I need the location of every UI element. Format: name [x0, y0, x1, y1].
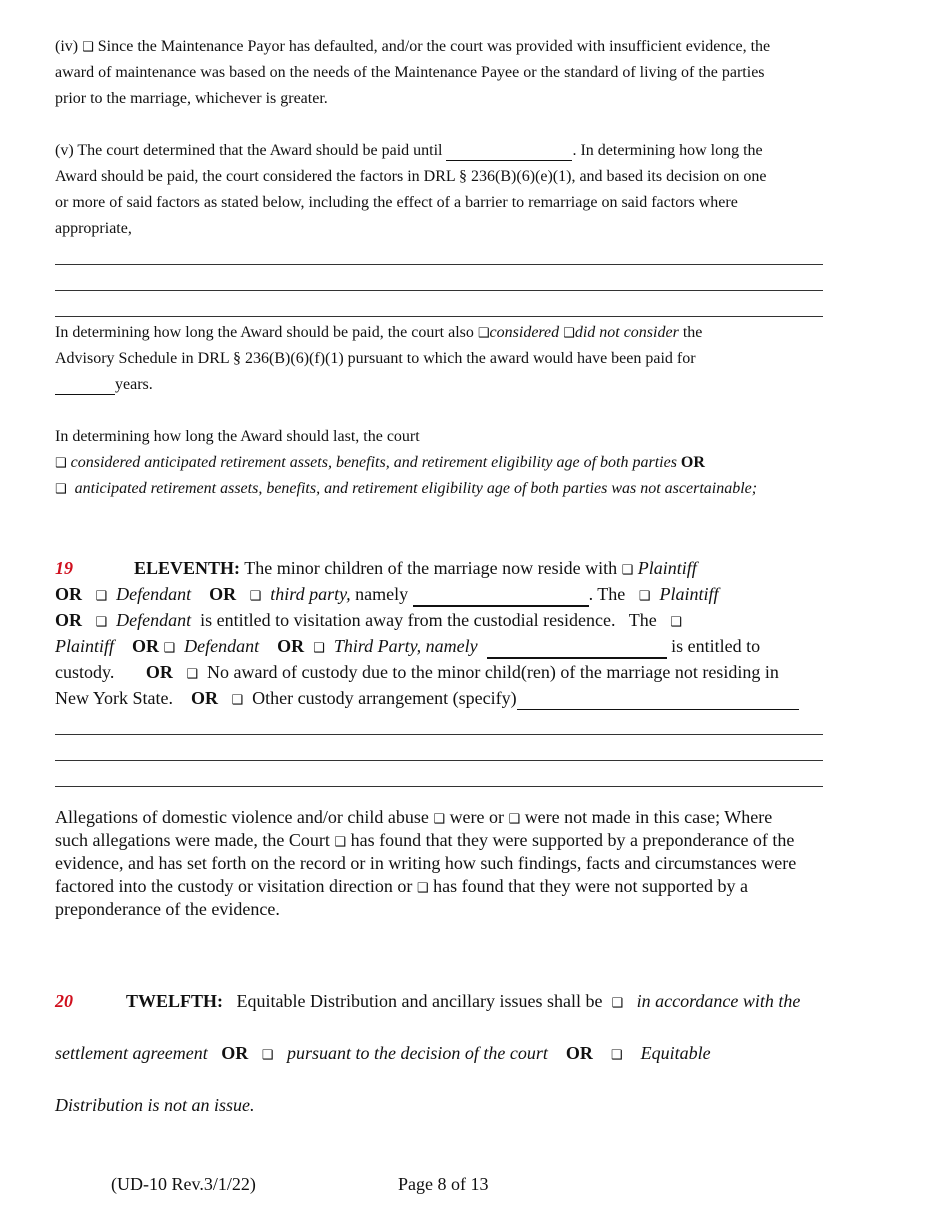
eleventh-line6: New York State. OR ❑ Other custody arrangement (specify)	[55, 688, 799, 710]
checkbox-supported[interactable]: ❑	[334, 835, 347, 850]
section-v-line4: appropriate,	[55, 220, 132, 237]
years-field[interactable]	[55, 376, 115, 395]
retirement-option-2: ❑ anticipated retirement assets, benefits, and retirement eligibility age of both parties was not ascertainable;	[55, 480, 758, 497]
factors-line-3[interactable]	[55, 316, 823, 317]
eleventh-line4: Plaintiff OR ❑ Defendant OR ❑ Third Party, namely is entitled to	[55, 636, 760, 659]
third-party-name-field[interactable]	[413, 584, 589, 607]
checkbox-custody-third-party[interactable]: ❑	[313, 641, 325, 656]
eleventh-line3: OR ❑ Defendant is entitled to visitation away from the custodial residence. The ❑	[55, 610, 682, 630]
section-v-line3: or more of said factors as stated below, including the effect of a barrier to remarriage on said factors where	[55, 194, 738, 211]
checkbox[interactable]: ❑	[82, 40, 94, 55]
eleventh-line2: OR ❑ Defendant OR ❑ third party, namely . The ❑ Plaintiff	[55, 584, 718, 607]
checkbox-visitation-defendant[interactable]: ❑	[95, 615, 108, 630]
custody-specify-line-1[interactable]	[55, 734, 823, 735]
checkbox-allegations-made[interactable]: ❑	[433, 812, 446, 827]
checkbox-other-custody[interactable]: ❑	[231, 693, 244, 708]
eleventh-line5: custody. OR ❑ No award of custody due to the minor child(ren) of the marriage not residing in	[55, 662, 779, 682]
checkbox-not-an-issue[interactable]: ❑	[610, 1048, 623, 1063]
advisory-line2: Advisory Schedule in DRL § 236(B)(6)(f)(1) pursuant to which the award would have been paid for	[55, 350, 696, 367]
checkbox-did-not-consider[interactable]: ❑	[563, 326, 575, 341]
allegations-line1: Allegations of domestic violence and/or child abuse ❑ were or ❑ were not made in this case; Where	[55, 807, 773, 827]
checkbox-retirement-not-ascertainable[interactable]: ❑	[55, 482, 67, 497]
custody-specify-line-2[interactable]	[55, 760, 823, 761]
section-heading: ELEVENTH:	[134, 558, 241, 578]
checkbox-reside-plaintiff[interactable]: ❑	[621, 563, 634, 578]
paragraph-number: 20	[55, 991, 73, 1011]
section-iv-line2: award of maintenance was based on the needs of the Maintenance Payee or the standard of living of the parties	[55, 64, 765, 81]
section-iv-line1: (iv) ❑ Since the Maintenance Payor has defaulted, and/or the court was provided with insufficient evidence, the	[55, 38, 771, 55]
custody-specify-line-3[interactable]	[55, 786, 823, 787]
until-date-field[interactable]	[446, 142, 572, 161]
advisory-line1: In determining how long the Award should be paid, the court also ❑considered ❑did not consider the	[55, 324, 703, 341]
section-v-line2: Award should be paid, the court considered the factors in DRL § 236(B)(6)(e)(1), and based its decision on one	[55, 168, 767, 185]
retirement-option-1: ❑ considered anticipated retirement assets, benefits, and retirement eligibility age of both parties OR	[55, 454, 705, 471]
checkbox-court-decision[interactable]: ❑	[261, 1048, 274, 1063]
checkbox-settlement-agreement[interactable]: ❑	[611, 996, 624, 1011]
eleventh-line1: 19 ELEVENTH: The minor children of the marriage now reside with ❑ Plaintiff	[55, 558, 697, 578]
paragraph-number: 19	[55, 558, 73, 578]
checkbox-no-award[interactable]: ❑	[186, 667, 198, 682]
section-v-line1: (v) The court determined that the Award should be paid until . In determining how long the	[55, 142, 763, 159]
twelfth-line3: Distribution is not an issue.	[55, 1095, 255, 1115]
allegations-line4: factored into the custody or visitation direction or ❑ has found that they were not supported by a	[55, 876, 748, 896]
checkbox-visitation-plaintiff[interactable]: ❑	[638, 589, 651, 604]
checkbox-allegations-not-made[interactable]: ❑	[508, 812, 521, 827]
allegations-line2: such allegations were made, the Court ❑ has found that they were supported by a preponderance of the	[55, 830, 795, 850]
other-custody-field[interactable]	[517, 688, 799, 710]
checkbox-reside-third-party[interactable]: ❑	[249, 589, 262, 604]
factors-line-2[interactable]	[55, 290, 823, 291]
checkbox-custody-plaintiff[interactable]: ❑	[670, 615, 682, 630]
checkbox-not-supported[interactable]: ❑	[416, 881, 429, 896]
checkbox-reside-defendant[interactable]: ❑	[95, 589, 108, 604]
twelfth-line2: settlement agreement OR ❑ pursuant to the decision of the court OR ❑ Equitable	[55, 1043, 711, 1063]
section-heading: TWELFTH:	[126, 991, 224, 1011]
allegations-line5: preponderance of the evidence.	[55, 899, 280, 919]
custody-third-party-name-field[interactable]	[487, 636, 667, 659]
checkbox-custody-defendant[interactable]: ❑	[163, 641, 176, 656]
section-iv-line3: prior to the marriage, whichever is greater.	[55, 90, 328, 107]
form-id: (UD-10 Rev.3/1/22)	[111, 1174, 256, 1194]
twelfth-line1: 20 TWELFTH: Equitable Distribution and ancillary issues shall be ❑ in accordance with the	[55, 991, 801, 1011]
advisory-line3: years.	[55, 376, 153, 395]
checkbox-considered[interactable]: ❑	[477, 326, 490, 341]
factors-line-1[interactable]	[55, 264, 823, 265]
retirement-intro: In determining how long the Award should last, the court	[55, 428, 420, 445]
allegations-line3: evidence, and has set forth on the record or in writing how such findings, facts and circumstances were	[55, 853, 797, 873]
page-number: Page 8 of 13	[398, 1174, 489, 1194]
checkbox-retirement-considered[interactable]: ❑	[55, 456, 67, 471]
